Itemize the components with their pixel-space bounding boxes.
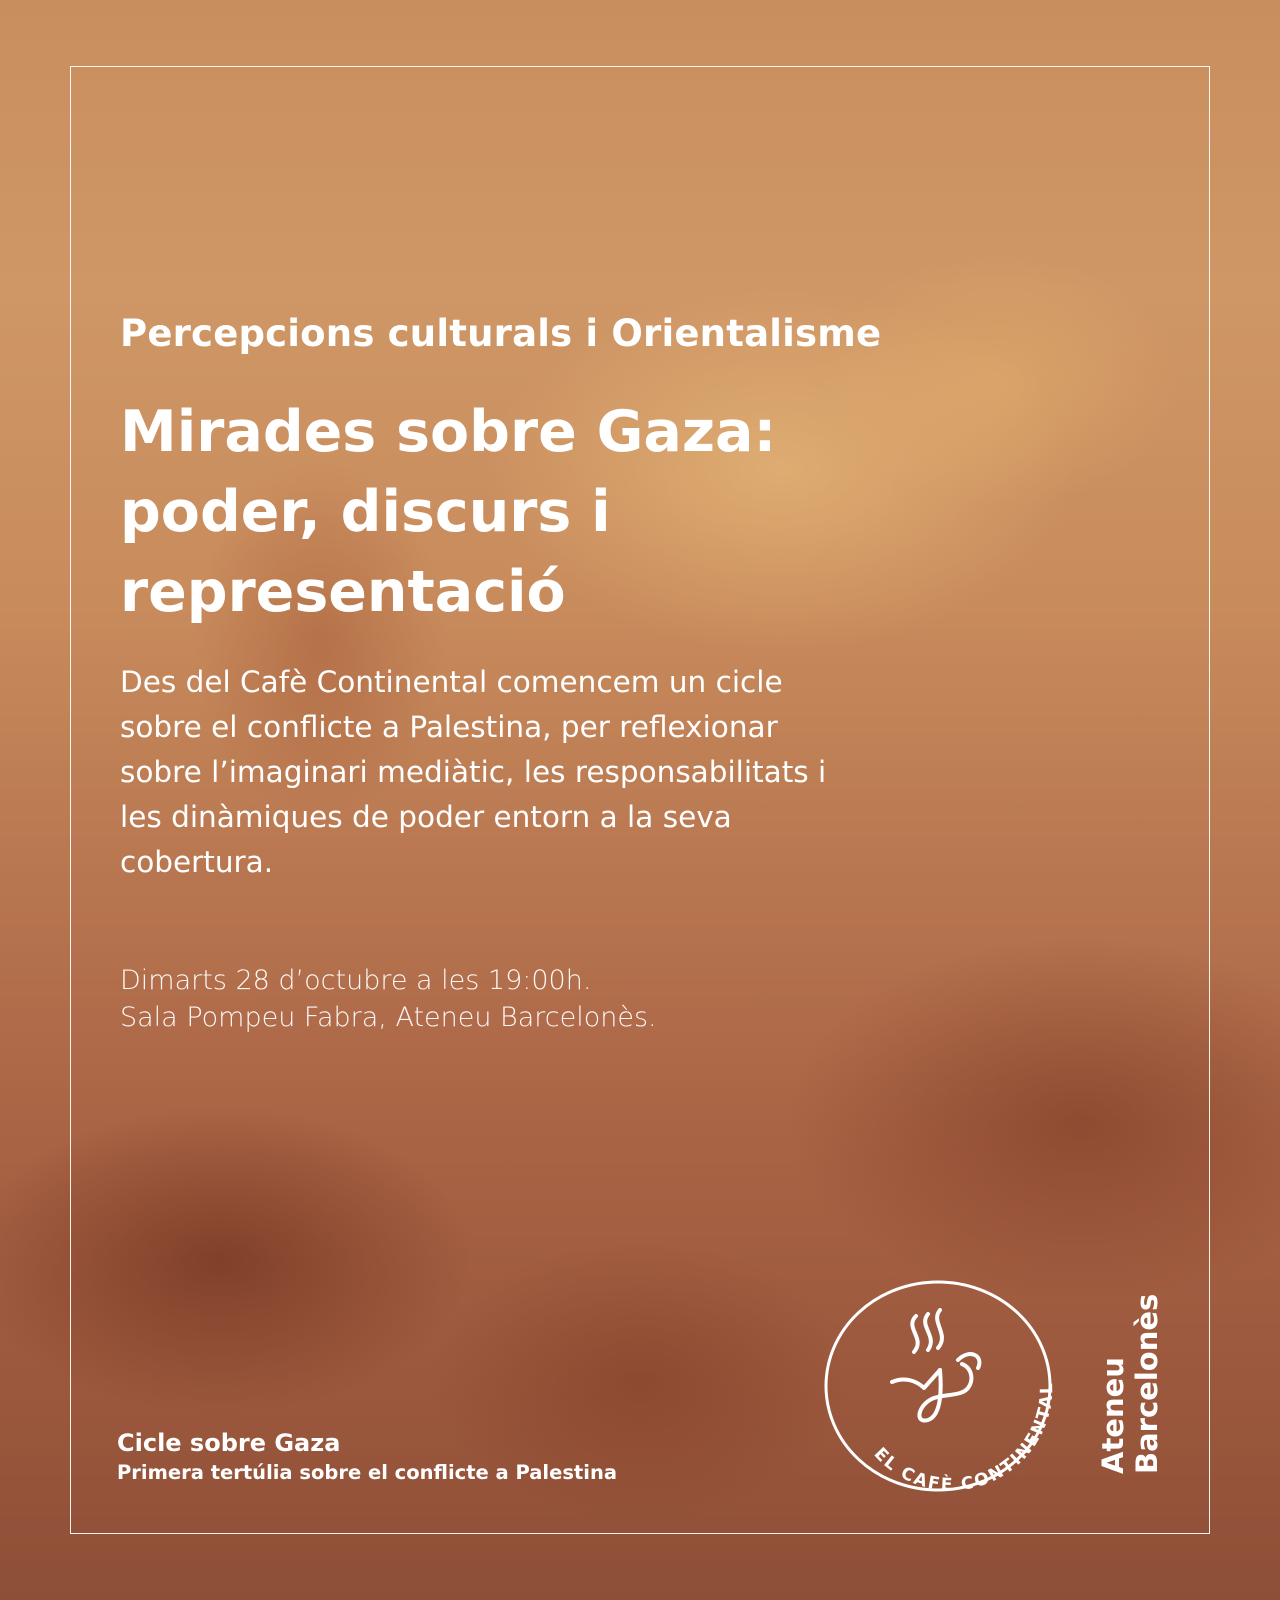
description-line: Des del Cafè Continental comencem un cicle (120, 665, 783, 699)
description-line: cobertura. (120, 845, 274, 879)
cafe-continental-logo-icon (822, 1264, 1062, 1504)
event-venue: Sala Pompeu Fabra, Ateneu Barcelonès. (120, 1002, 657, 1033)
poster-description (120, 660, 940, 885)
title-line: Mirades sobre Gaza: (120, 399, 777, 465)
footer-subtitle: Primera tertúlia sobre el conflicte a Palestina (117, 1461, 617, 1484)
description-line: sobre el conflicte a Palestina, per reflexionar (120, 710, 778, 744)
title-line: poder, discurs i (120, 479, 611, 545)
description-line: sobre l’imaginari mediàtic, les responsabilitats i (120, 755, 827, 789)
ateneu-logo-line: Ateneu (1096, 1357, 1130, 1474)
coffee-cup-icon (892, 1310, 979, 1421)
title-line: representació (120, 559, 566, 625)
svg-text:EL CAFÈ CONTINENTAL (870, 1381, 1058, 1495)
event-details (120, 962, 940, 1036)
event-date: Dimarts 28 d’octubre a les 19:00h. (120, 965, 592, 996)
ateneu-logo-line: Barcelonès (1130, 1293, 1164, 1474)
ateneu-logo (1096, 1294, 1164, 1474)
footer-block (117, 1428, 617, 1488)
footer-title: Cicle sobre Gaza (117, 1429, 341, 1457)
description-line: les dinàmiques de poder entorn a la seva (120, 800, 732, 834)
poster-title (120, 392, 1020, 632)
cafe-logo-text: EL CAFÈ CONTINENTAL (869, 1381, 1058, 1496)
poster-subtitle: Percepcions culturals i Orientalisme (120, 312, 882, 355)
